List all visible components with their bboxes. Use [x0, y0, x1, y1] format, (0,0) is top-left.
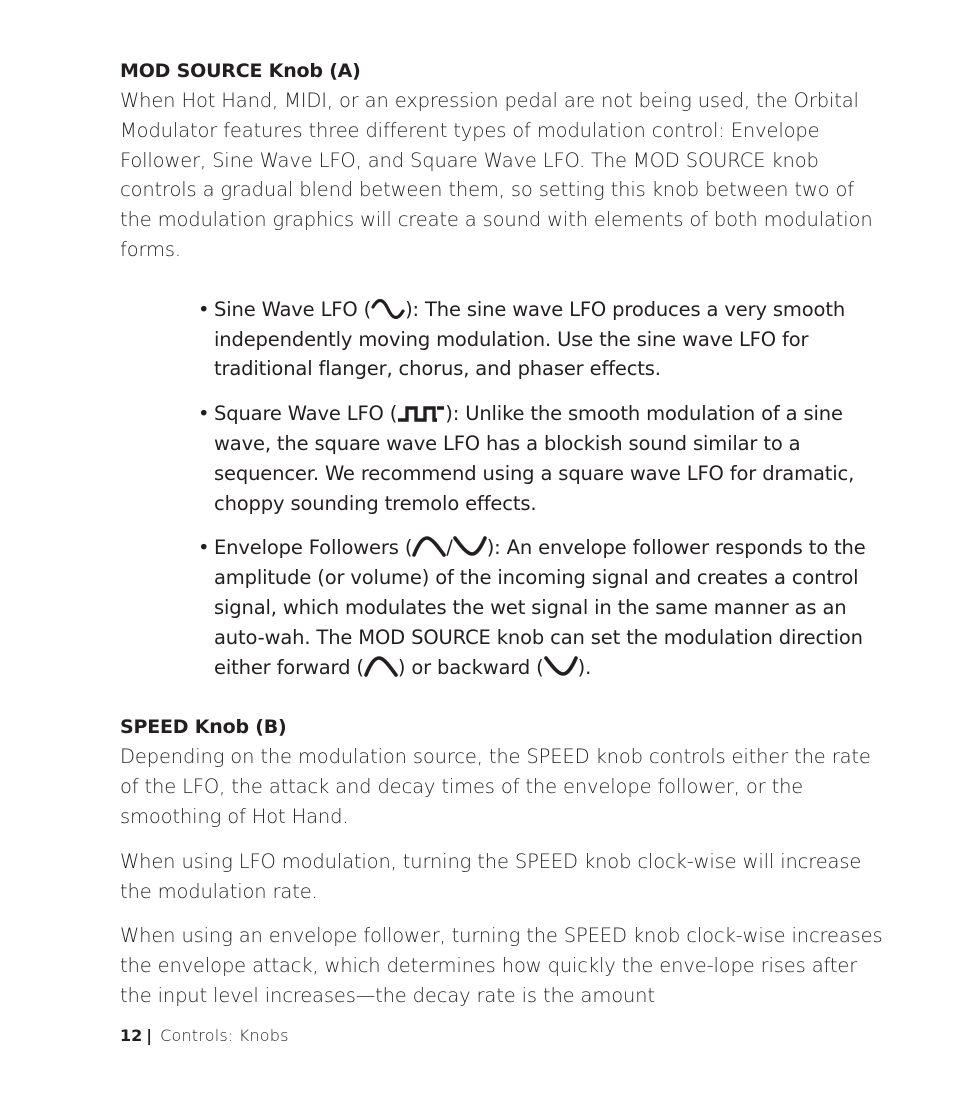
mod-source-heading: MOD SOURCE Knob (A) [120, 60, 361, 82]
spacer [120, 265, 890, 295]
envelope-forward-icon [364, 655, 398, 677]
mod-source-paragraph: When Hot Hand, MIDI, or an expression pedal are not being used, the Orbital Modulator features three different types of modulation control: Envelope Follower, Sine Wave LFO, and Square Wave LFO. The MOD SOURCE knob controls a gradual blend between them, so setting this knob between two of the modulation graphics will create a sound with elements of both modulation forms. [120, 89, 873, 261]
bullet-dot: • [198, 297, 210, 321]
term-suffix: ): [486, 536, 501, 560]
term-suffix: ): [445, 402, 460, 426]
page-number: 12 [120, 1026, 143, 1045]
envelope-backward-icon [544, 655, 578, 677]
term-prefix: Envelope Followers ( [214, 536, 413, 560]
sine-wave-icon [371, 299, 405, 319]
speed-heading: SPEED Knob (B) [120, 716, 287, 739]
square-wave-icon [397, 405, 445, 423]
speed-paragraph-1: Depending on the modulation source, the SPEED knob controls either the rate of the LFO, the attack and decay times of the envelope follower, or the smoothing of Hot Hand. [120, 745, 871, 828]
envelope-backward-icon [453, 535, 487, 557]
page-content [120, 56, 890, 1011]
modulation-types-list [120, 295, 890, 683]
page-footer [120, 1024, 289, 1048]
envelope-forward-icon [412, 535, 446, 557]
bullet-text-2: ) or backward ( [397, 655, 544, 679]
footer-separator: | [146, 1026, 153, 1045]
term-envelope-followers [214, 536, 501, 559]
spacer [120, 682, 890, 712]
term-mid: / [446, 536, 453, 560]
list-item-sine-wave [198, 295, 890, 384]
term-suffix: ): [405, 297, 419, 321]
term-square-wave [214, 402, 459, 425]
list-item-envelope-followers [198, 533, 890, 682]
term-sine-wave [214, 298, 419, 321]
footer-section-title: Controls: Knobs [160, 1026, 289, 1045]
list-item-square-wave [198, 399, 890, 518]
speed-paragraph-3: When using an envelope follower, turning the SPEED knob clock-wise increases the envelope attack, which determines how quickly the enve-lope rises after the input level increases—the decay rate is the amount [120, 924, 883, 1007]
bullet-dot: • [198, 402, 210, 426]
bullet-text-1: An envelope follower responds to the amplitude (or volume) of the incoming signal and creates a control signal, which modulates the wet signal in the same manner as an auto-wah. The MOD SOURCE knob can set the modulation direction either forward ( [214, 536, 866, 679]
bullet-dot: • [198, 536, 210, 560]
bullet-text: The sine wave LFO produces a very smooth independently moving modulation. Use the sine wave LFO for traditional flanger, chorus, and phaser effects. [214, 297, 846, 381]
speed-paragraph-2: When using LFO modulation, turning the SPEED knob clock-wise will increase the modulation rate. [120, 849, 862, 903]
bullet-text-3: ). [577, 655, 592, 679]
bullet-text: Unlike the smooth modulation of a sine wave, the square wave LFO has a blockish sound similar to a sequencer. We recommend using a square wave LFO for dramatic, choppy sounding tremolo effects. [214, 402, 855, 515]
term-prefix: Square Wave LFO ( [214, 402, 398, 426]
term-prefix: Sine Wave LFO ( [214, 297, 372, 321]
